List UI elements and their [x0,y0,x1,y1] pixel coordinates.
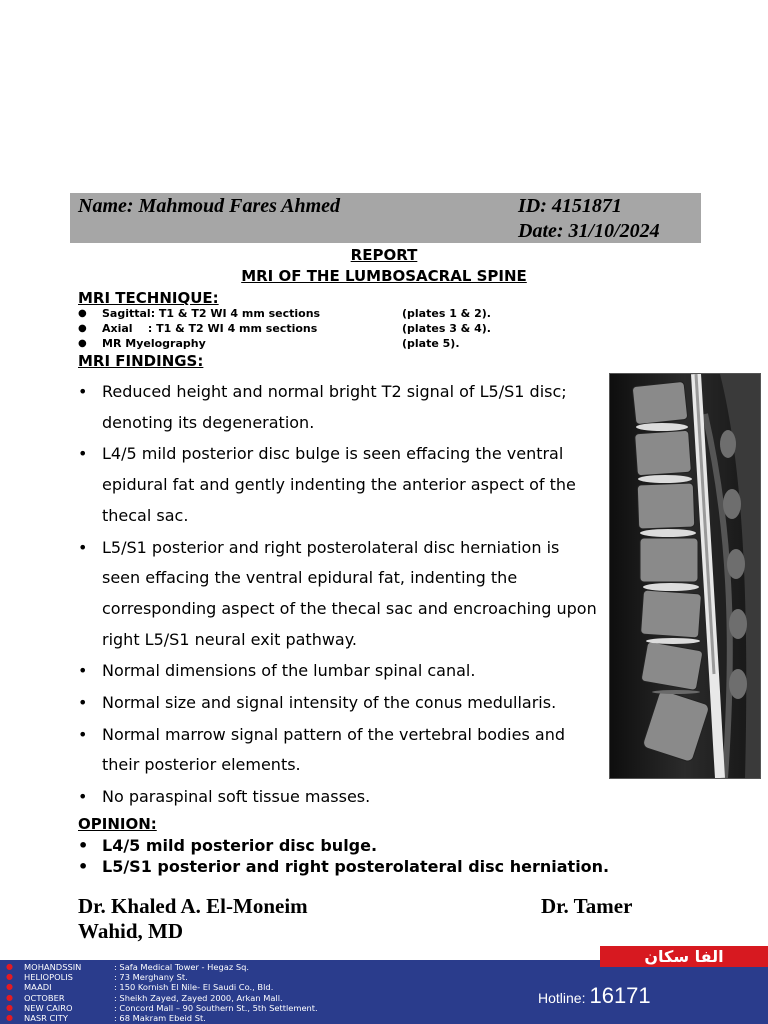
technique-plates: (plate 5). [402,337,460,350]
report-date: Date: 31/10/2024 [518,220,660,242]
finding-item [78,533,598,656]
location-dot-icon: ● [6,1012,13,1022]
hotline [538,983,651,1009]
finding-item [78,656,598,687]
findings-list [78,377,598,814]
technique-plates: (plates 3 & 4). [402,322,491,335]
bullet-icon: • [78,693,88,713]
bullet-icon: • [78,661,88,681]
opinion-heading: OPINION: [78,815,157,833]
opinion-list [78,835,609,877]
finding-text: Normal marrow signal pattern of the vertebral bodies and their posterior elements. [102,724,565,775]
technique-label: Axial : T1 & T2 WI 4 mm sections [102,322,318,335]
findings-heading: MRI FINDINGS: [78,352,204,370]
bullet-icon: • [78,787,88,807]
bullet-icon: • [78,724,88,744]
branch-address: : 73 Merghany St. [114,972,188,983]
finding-text: L5/S1 posterior and right posterolateral disc herniation is seen effacing the ventral epidural fat, indenting the corresponding aspect of the thecal sac and encroaching upon right L5/S1 neural exit pathway. [102,537,597,649]
bullet-icon: • [78,537,88,557]
doctor-second-name: Dr. Tamer [541,894,633,918]
technique-heading: MRI TECHNIQUE: [78,289,219,307]
bullet-icon: ● [78,338,87,349]
location-dot-icon: ● [6,982,13,992]
patient-name: Name: Mahmoud Fares Ahmed [78,195,341,217]
patient-header [70,193,701,243]
branch-name: NEW CAIRO [24,1002,73,1013]
branch-name: HELIOPOLIS [24,972,73,983]
opinion-text: L4/5 mild posterior disc bulge. [102,836,378,855]
branch-address: : Safa Medical Tower - Hegaz Sq. [114,962,250,972]
hotline-number: 16171 [589,983,651,1008]
finding-item [78,720,598,781]
opinion-item [78,835,609,856]
bullet-icon: • [78,444,88,464]
finding-item [78,782,598,813]
hotline-label: Hotline: [538,990,586,1006]
technique-plates: (plates 1 & 2). [402,307,491,320]
opinion-text: L5/S1 posterior and right posterolateral disc herniation. [102,857,610,876]
location-dot-icon: ● [6,992,13,1002]
bullet-icon: • [78,836,89,855]
finding-item [78,439,598,531]
brand-logo: الفا سكان [600,946,768,967]
branch-address: : Sheikh Zayed, Zayed 2000, Arkan Mall. [114,992,283,1003]
report-subtitle: MRI OF THE LUMBOSACRAL SPINE [241,267,527,285]
finding-text: No paraspinal soft tissue masses. [102,787,371,807]
finding-item [78,377,598,438]
bullet-icon: • [78,857,89,876]
branch-address: : 150 Kornish El Nile- El Saudi Co., Bld. [114,982,274,993]
location-dot-icon: ● [6,1002,13,1012]
branch-address: : 68 Makram Ebeid St. [114,1012,206,1023]
mri-sagittal-image [609,373,761,779]
finding-text: Normal size and signal intensity of the conus medullaris. [102,693,557,713]
bullet-icon: ● [78,323,87,334]
branch-name: MOHANDSSIN [24,962,82,972]
spine-illustration [610,374,760,778]
location-dot-icon: ● [6,962,13,971]
branch-name: OCTOBER [24,992,65,1003]
branch-address: : Concord Mall – 90 Southern St., 5th Settlement. [114,1002,318,1013]
footer-bar [0,960,768,1024]
report-title: REPORT [350,246,418,264]
patient-id: ID: 4151871 [518,195,622,217]
finding-text: Normal dimensions of the lumbar spinal canal. [102,661,476,681]
technique-label: Sagittal: T1 & T2 WI 4 mm sections [102,307,321,320]
technique-label: MR Myelography [102,337,206,350]
finding-text: Reduced height and normal bright T2 signal of L5/S1 disc; denoting its degeneration. [102,382,567,432]
doctor-first: Dr. Khaled A. El-Moneim [78,894,308,918]
finding-item [78,688,598,719]
bullet-icon: • [78,382,88,401]
finding-text: L4/5 mild posterior disc bulge is seen effacing the ventral epidural fat and gently indenting the anterior aspect of the thecal sac. [102,444,576,525]
doctor-second-title: Wahid, MD [78,919,184,943]
bullet-icon: ● [78,308,87,319]
opinion-item [78,856,609,877]
location-dot-icon: ● [6,972,13,982]
branch-name: NASR CITY [24,1012,68,1023]
branch-name: MAADI [24,982,52,993]
